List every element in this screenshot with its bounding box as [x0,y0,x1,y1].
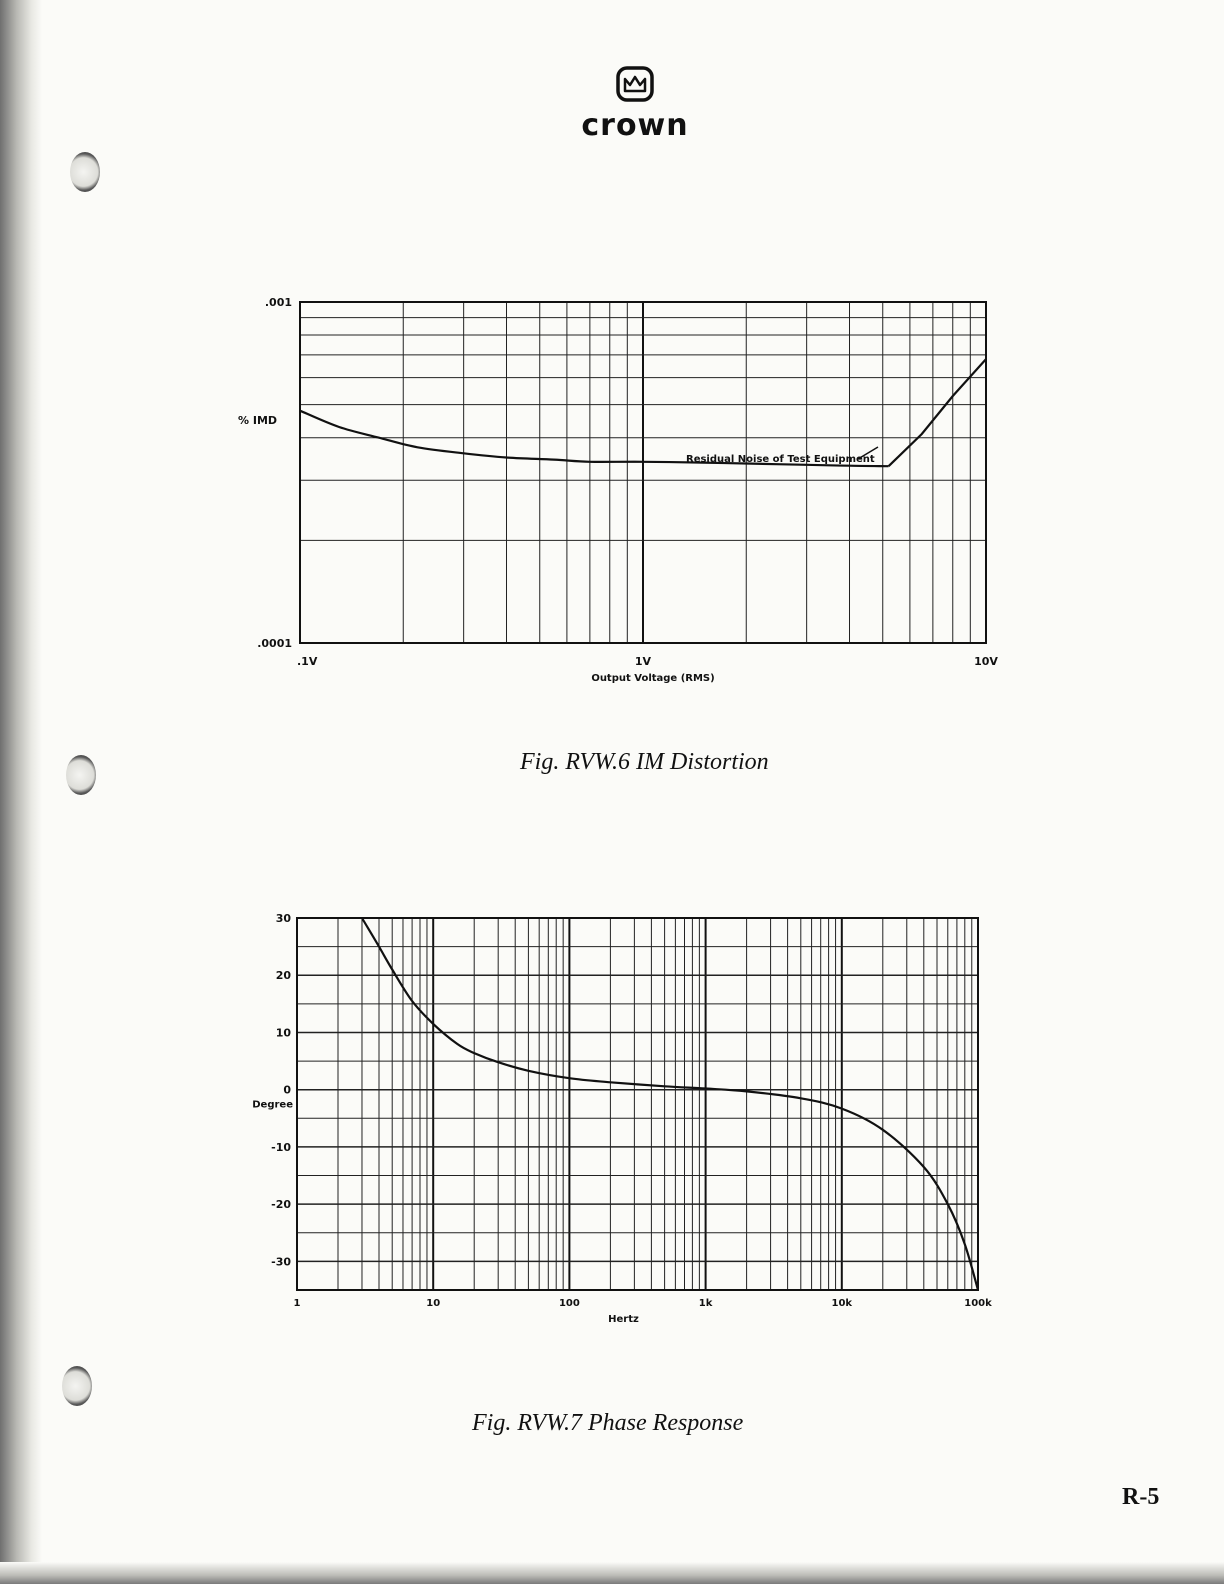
x-tick-label: 100k [964,1298,992,1309]
y-tick-label: 0 [283,1083,291,1097]
y-tick-label: .001 [264,296,292,309]
x-tick-label: 10 [426,1298,441,1309]
x-tick-label: .1V [297,655,318,668]
x-tick-label: 1V [634,655,652,668]
logo-text: crown [581,108,689,143]
page-bottom-edge [0,1562,1224,1584]
figure-caption-im-distortion: Fig. RVW.6 IM Distortion [520,749,769,775]
x-tick-label: 10V [974,655,998,668]
y-tick-label: 20 [275,969,291,983]
y-tick-label: -10 [271,1140,291,1154]
x-tick-label: 10k [831,1298,853,1309]
y-axis-label: % IMD [238,414,278,427]
page-number: R-5 [1122,1484,1160,1510]
x-tick-label: 1 [293,1298,301,1309]
figure-caption-phase-response: Fig. RVW.7 Phase Response [472,1410,744,1436]
x-axis-label: Hertz [608,1314,639,1325]
y-tick-label: 10 [275,1026,291,1040]
x-tick-label: 100 [558,1298,580,1309]
y-tick-label: -30 [271,1255,291,1269]
y-tick-label: -20 [271,1198,291,1212]
annotation-label: Residual Noise of Test Equipment [686,454,875,465]
phase-curve [362,918,978,1290]
x-tick-label: 1k [698,1298,713,1309]
x-axis-label: Output Voltage (RMS) [591,673,715,684]
plot-frame [297,918,978,1290]
y-tick-label: .0001 [257,637,292,650]
y-tick-label: 30 [275,912,291,925]
y-axis-label: Degree [252,1099,293,1111]
